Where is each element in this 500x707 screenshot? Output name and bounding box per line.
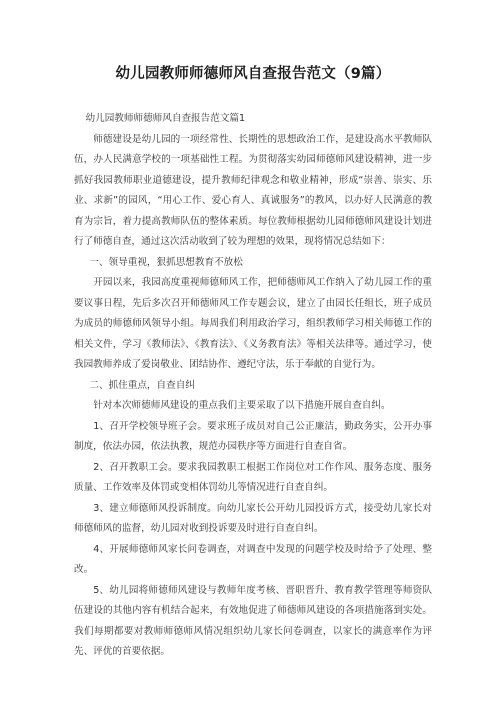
body-paragraph: 针对本次师德师风建设的重点我们主要采取了以下措施开展自查自纠。 <box>93 400 391 411</box>
section-heading: 幼儿园教师师德师风自查报告范文篇1 <box>85 113 246 124</box>
list-item-paragraph: 5、幼儿园将师德师风建设与教师年度考核、晋职晋升、教育教学管理等师资队伍建设的其他内容有机结合起来，有效地促进了师德师风建设的各项措施落到实处。我们每期都要对教师师德师风情况组织幼儿家长问卷调查，以家长的满意率作为评先、评优的首要依据。 <box>74 584 432 657</box>
subsection-heading: 二、抓住重点，自查自纠 <box>89 379 195 391</box>
list-item-paragraph: 4、开展师德师风家长问卷调查，对调查中发现的问题学校及时给予了处理、整改。 <box>74 543 432 575</box>
body-paragraph: 开园以来，我园高度重视师德师风工作，把师德师风工作纳入了幼儿园工作的重要议事日程，先后多次召开师德师风工作专题会议，建立了由园长任组长，班子成员为成员的师德师风领导小组。每周我们利用政治学习，组织教师学习相关师德工作的相关文件，学习《教师法》、《教育法》、《义务教育法》等相关法律等。通过学习，使我园教师养成了爱岗敬业、团结协作、遵纪守法，乐于奉献的自觉行为。 <box>74 277 432 370</box>
subsection-heading: 一、领导重视，狠抓思想教育不放松 <box>89 256 243 268</box>
body-paragraph: 师德建设是幼儿园的一项经常性、长期性的思想政治工作，是建设高水平教师队伍，办人民满意学校的一项基础性工程。为贯彻落实幼园师德师风建设精神，进一步抓好我园教师职业道德建设，提升教师纪律观念和敬业精神，形成“崇善、崇实、乐业、求新”的园风，“用心工作、爱心育人、真诚服务”的教风，以办好人民满意的教育为宗旨，着力提高教师队伍的整体素质。每位教师根据幼儿园师德师风建设计划进行了师德自查，通过这次活动收到了较为理想的效果，现将情况总结如下： <box>74 133 432 247</box>
list-item-paragraph: 2、召开教职工会。要求我园教职工根据工作岗位对工作作风、服务态度、服务质量、工作效率及体罚或变相体罚幼儿等情况进行自查自纠。 <box>74 461 432 493</box>
document-title: 幼儿园教师师德师风自查报告范文（9篇） <box>115 66 391 82</box>
list-item-paragraph: 3、建立师德师风投诉制度。向幼儿家长公开幼儿园投诉方式，接受幼儿家长对师德师风的监督，幼儿园对收到投诉要及时进行自查自纠。 <box>74 502 432 534</box>
list-item-paragraph: 1、召开学校领导班子会。要求班子成员对自己公正廉洁，勤政务实，公开办事制度，依法办园，依法执教，规范办园秩序等方面进行自查自省。 <box>74 420 432 452</box>
